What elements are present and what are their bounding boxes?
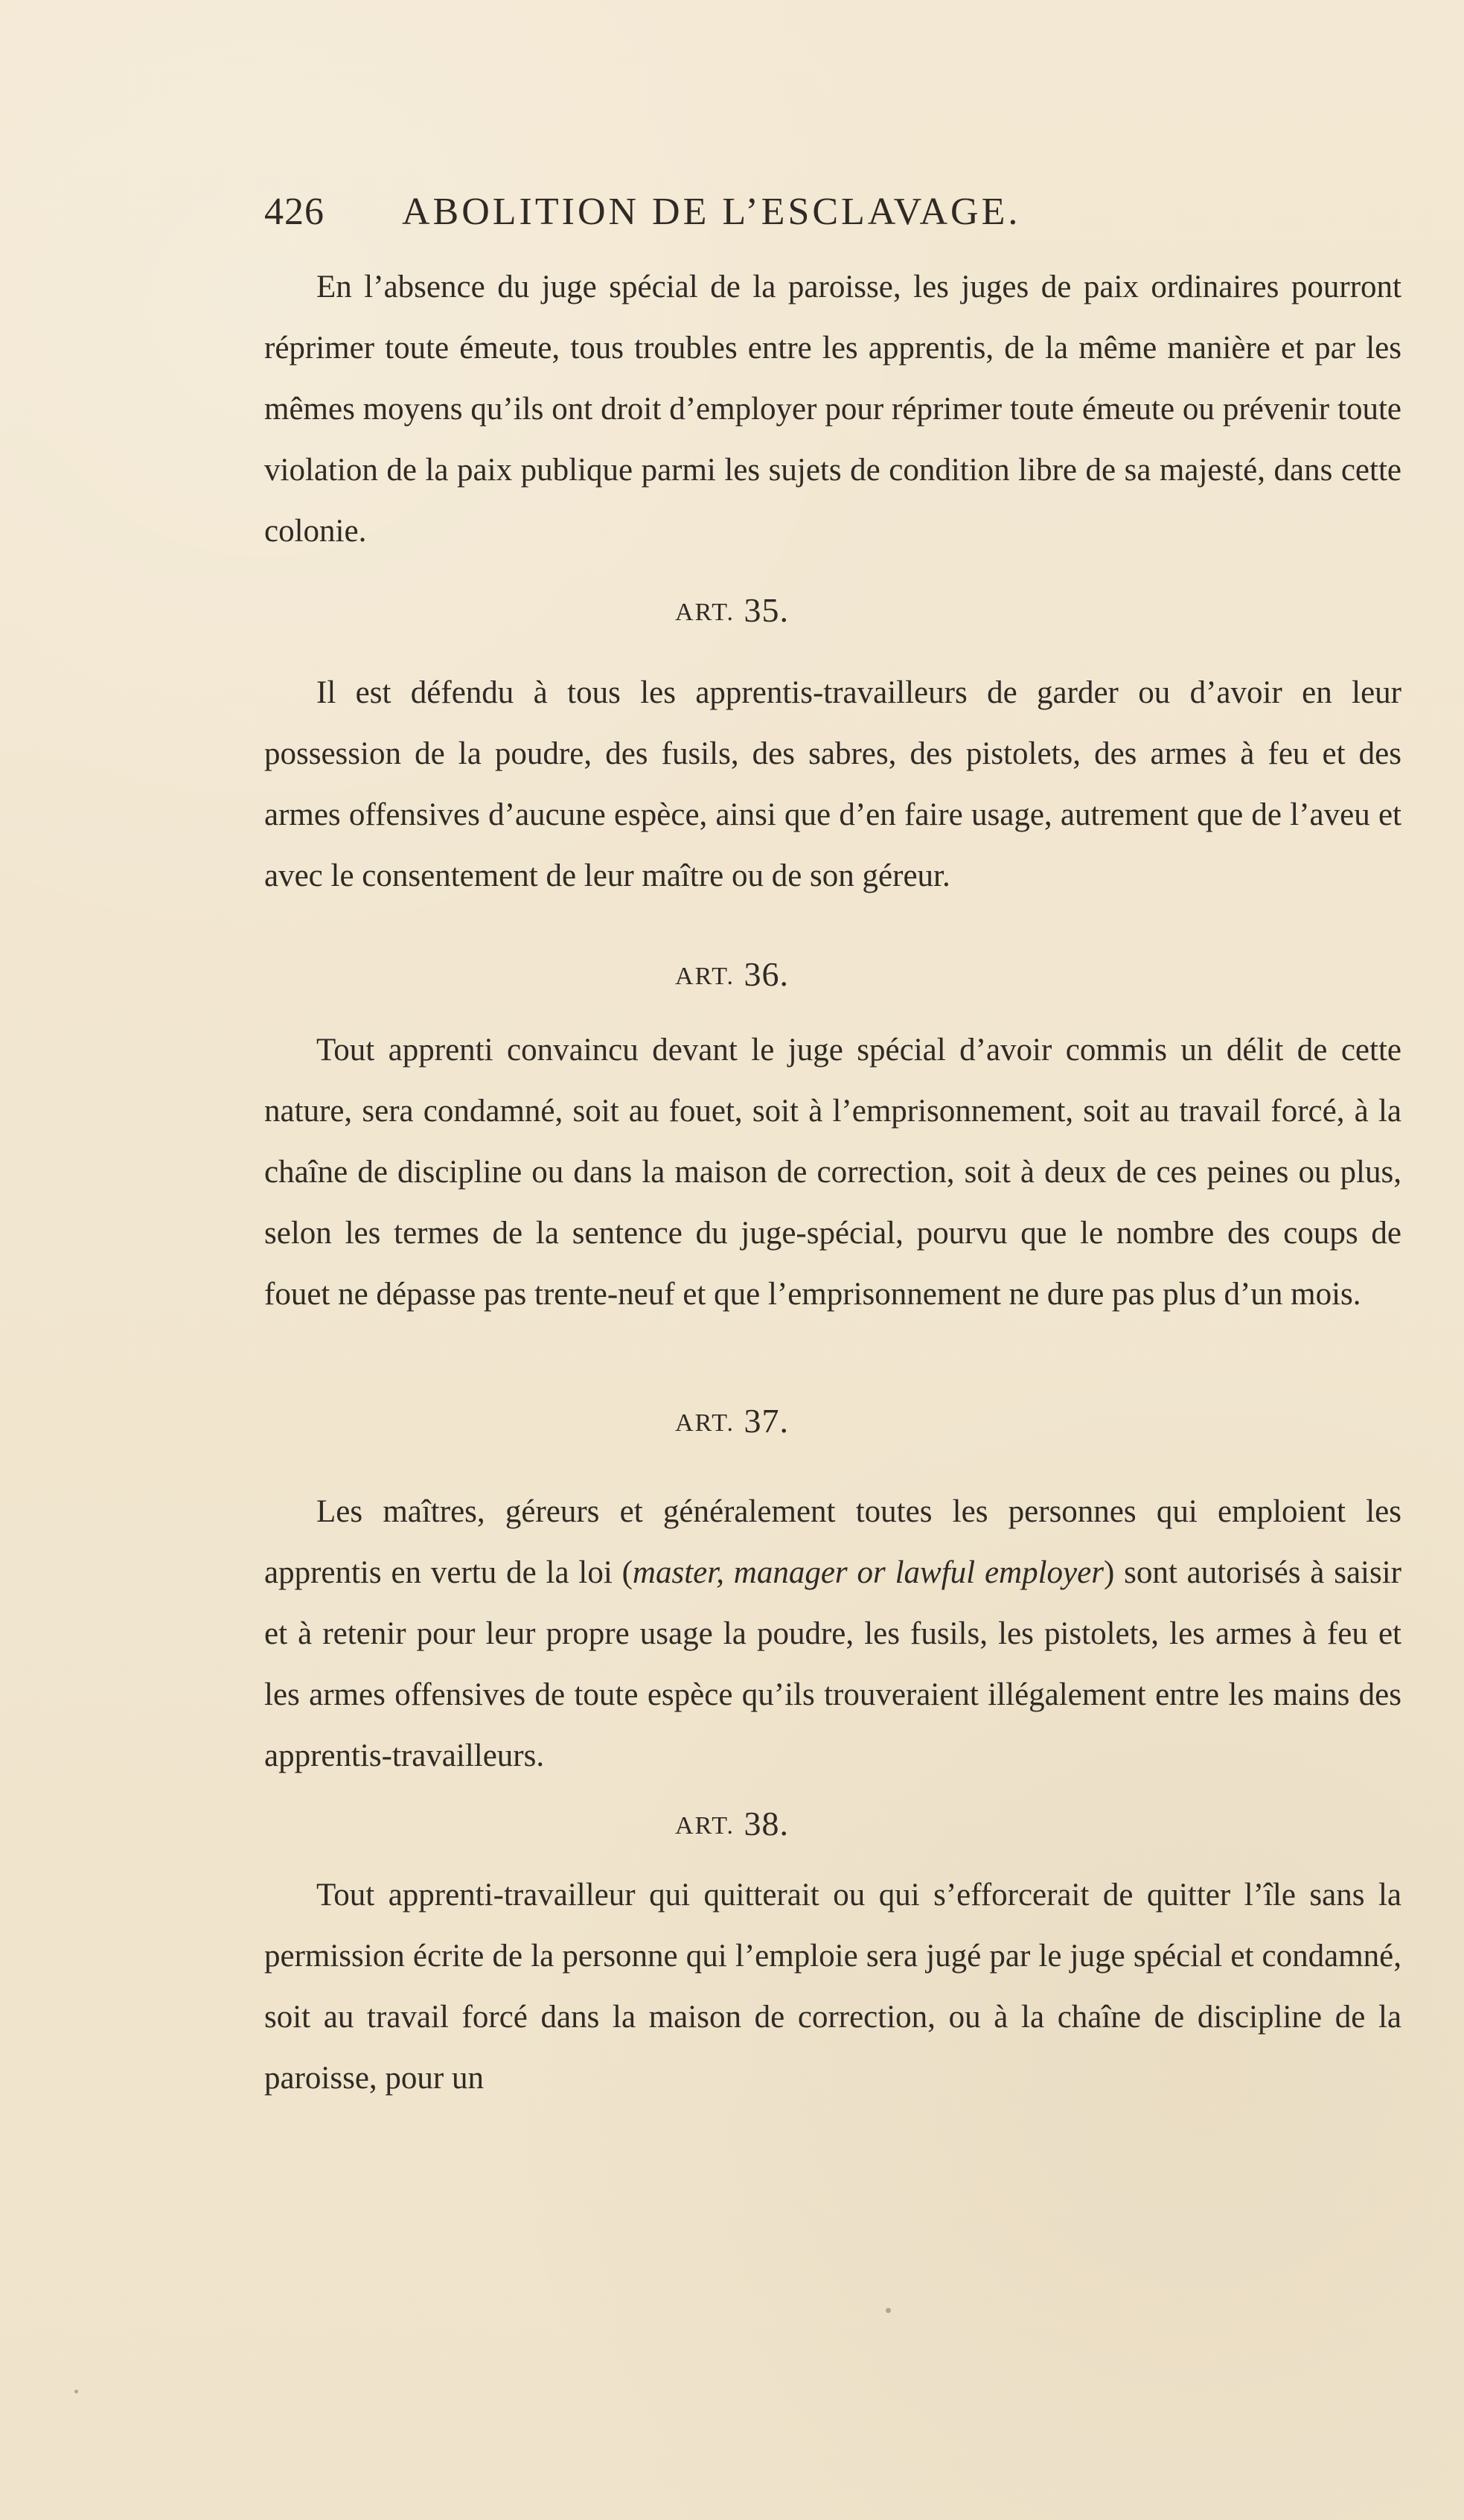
article-label: ART.: [675, 1409, 735, 1437]
article-number: 37.: [744, 1402, 789, 1440]
article-label: ART.: [675, 1812, 735, 1840]
article-number: 38.: [744, 1805, 789, 1843]
article-number: 36.: [744, 955, 789, 993]
article-number: 35.: [744, 591, 789, 629]
paragraph-2-text: Il est défendu à tous les apprentis-travailleurs de garder ou d’avoir en leur possession de la poudre, des fusils, des sabres, des pistolets, des armes à feu et des armes offensives d’aucune espèce, ainsi que d’en faire usage, autrement que de l’aveu et avec le consentement de leur maître ou de son géreur.: [264, 675, 1401, 893]
running-title: ABOLITION DE L’ESCLAVAGE.: [402, 191, 1021, 233]
article-label: ART.: [675, 599, 735, 626]
article-heading-35: [0, 590, 1464, 630]
paragraph-5-text: Tout apprenti-travailleur qui quitterait ou qui s’efforcerait de quitter l’île sans la permission écrite de la personne qui l’emploie sera jugé par le juge spécial et condamné, soit au travail forcé dans la maison de correction, ou à la chaîne de discipline de la paroisse, pour un: [264, 1878, 1401, 2096]
paragraph-1: [264, 257, 1401, 562]
page-number: 426: [264, 191, 325, 233]
paper-speck: [74, 2390, 78, 2393]
paragraph-4-before: Les maîtres, géreurs et généralement toutes les personnes qui emploient les apprentis en vertu de la loi (: [264, 1494, 1401, 1590]
paragraph-1-text: En l’absence du juge spécial de la paroisse, les juges de paix ordinaires pourront réprimer toute émeute, tous troubles entre les apprentis, de la même manière et par les mêmes moyens qu’ils ont droit d’employer pour réprimer toute émeute ou prévenir toute violation de la paix publique parmi les sujets de condition libre de sa majesté, dans cette colonie.: [264, 269, 1401, 549]
article-heading-36: [0, 954, 1464, 994]
article-heading-38: [0, 1804, 1464, 1843]
paragraph-4: [264, 1481, 1401, 1787]
article-heading-37: [0, 1401, 1464, 1441]
paragraph-4-after: ) sont autorisés à saisir et à retenir pour leur propre usage la poudre, les fusils, les pistolets, les armes à feu et les armes offensives de toute espèce qu’ils trouveraient illégalement entre les mains des apprentis-travailleurs.: [264, 1555, 1401, 1773]
page-header: [264, 190, 1232, 242]
paragraph-3: [264, 1020, 1401, 1325]
paragraph-4-italic-legal-term: master, manager or lawful employer: [632, 1555, 1104, 1590]
paragraph-5: [264, 1865, 1401, 2109]
article-label: ART.: [675, 963, 735, 990]
paragraph-3-text: Tout apprenti convaincu devant le juge spécial d’avoir commis un délit de cette nature, sera condamné, soit au fouet, soit à l’emprisonnement, soit au travail forcé, à la chaîne de discipline ou dans la maison de correction, soit à deux de ces peines ou plus, selon les termes de la sentence du juge-spécial, pourvu que le nombre des coups de fouet ne dépasse pas trente-neuf et que l’emprisonnement ne dure pas plus d’un mois.: [264, 1033, 1401, 1312]
paragraph-4-text: [264, 1481, 1401, 1787]
paper-speck: [886, 2308, 891, 2313]
paragraph-2: [264, 663, 1401, 907]
